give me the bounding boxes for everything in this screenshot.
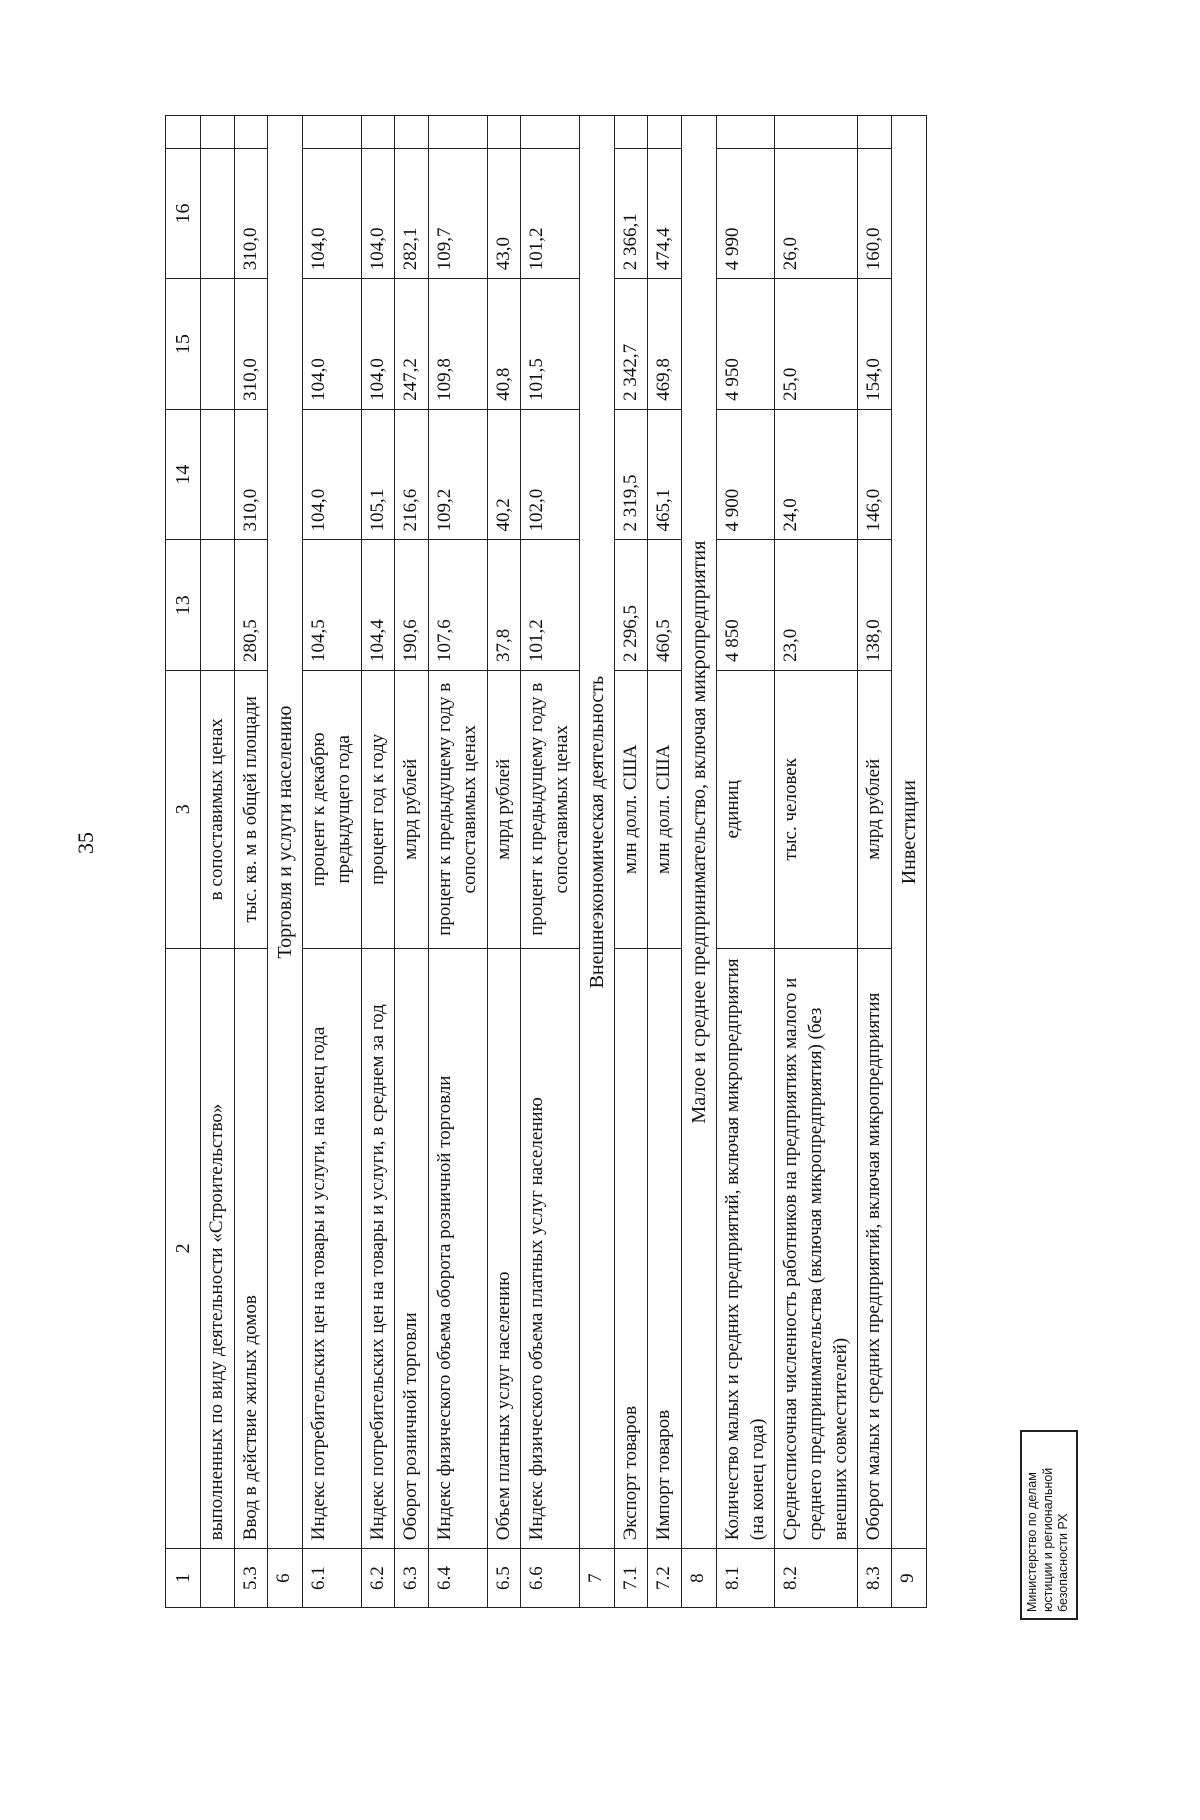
row-number: 7.1 (614, 1549, 648, 1608)
indicator-name: выполненных по виду деятельности «Строительство» (201, 948, 235, 1549)
blank-cell (234, 116, 268, 149)
section-title: Торговля и услуги населению (268, 116, 303, 1549)
header-cell: 16 (166, 148, 201, 279)
unit-cell: единиц (716, 671, 774, 949)
value-cell-16: 2 366,1 (614, 148, 648, 279)
section-row (268, 116, 303, 1608)
value-cell-14: 109,2 (429, 409, 487, 540)
table-row (234, 116, 268, 1608)
section-row (892, 116, 927, 1608)
value-cell-16: 104,0 (361, 148, 395, 279)
value-cell-14: 40,2 (487, 409, 521, 540)
section-title: Внешнеэкономическая деятельность (579, 116, 614, 1549)
value-cell-14: 310,0 (234, 409, 268, 540)
value-cell-16: 282,1 (395, 148, 429, 279)
indicator-name: Индекс физического объема оборота розничной торговли (429, 948, 487, 1549)
value-cell-14: 4 900 (716, 409, 774, 540)
stamp-line: безопасности РХ (1056, 1513, 1071, 1612)
row-number (201, 1549, 235, 1608)
value-cell-14: 104,0 (303, 409, 361, 540)
row-number: 8.3 (858, 1549, 892, 1608)
unit-cell: процент к предыдущему году в сопоставимых ценах (521, 671, 579, 949)
indicator-name: Индекс потребительских цен на товары и услуги, в среднем за год (361, 948, 395, 1549)
value-cell-14: 24,0 (775, 409, 858, 540)
section-title: Инвестиции (892, 116, 927, 1549)
row-number: 9 (892, 1549, 927, 1608)
header-cell: 2 (166, 948, 201, 1549)
unit-cell: процент год к году (361, 671, 395, 949)
table-row (201, 116, 235, 1608)
value-cell-16 (201, 148, 235, 279)
row-number: 8.1 (716, 1549, 774, 1608)
table-row (395, 116, 429, 1608)
value-cell-13: 104,4 (361, 540, 395, 671)
value-cell-13: 190,6 (395, 540, 429, 671)
header-cell: 15 (166, 279, 201, 410)
table-row (521, 116, 579, 1608)
row-number: 7 (579, 1549, 614, 1608)
blank-cell (858, 116, 892, 149)
value-cell-15: 104,0 (303, 279, 361, 410)
value-cell-13: 280,5 (234, 540, 268, 671)
indicators-table (165, 115, 927, 1608)
value-cell-16: 43,0 (487, 148, 521, 279)
unit-cell: млрд рублей (395, 671, 429, 949)
stamp-line: Министерство по делам (1025, 1472, 1039, 1612)
table-header-row (166, 116, 201, 1608)
blank-cell (648, 116, 682, 149)
value-cell-13: 2 296,5 (614, 540, 648, 671)
blank-cell (166, 116, 201, 149)
value-cell-13: 37,8 (487, 540, 521, 671)
unit-cell: в сопоставимых ценах (201, 671, 235, 949)
value-cell-15: 4 950 (716, 279, 774, 410)
row-number: 6.2 (361, 1549, 395, 1608)
header-cell: 3 (166, 671, 201, 949)
value-cell-14 (201, 409, 235, 540)
landscape-page (165, 115, 1070, 1608)
rotated-table-area (165, 115, 1070, 1608)
value-cell-15: 104,0 (361, 279, 395, 410)
value-cell-16: 104,0 (303, 148, 361, 279)
table-row (614, 116, 648, 1608)
blank-cell (361, 116, 395, 149)
indicator-name: Среднесписочная численность работников на предприятиях малого и среднего предпринимательства (включая микропредприятия) (без внешних совместителей) (775, 948, 858, 1549)
table-row (303, 116, 361, 1608)
row-number: 6.5 (487, 1549, 521, 1608)
row-number: 6.3 (395, 1549, 429, 1608)
table-row (429, 116, 487, 1608)
value-cell-15: 40,8 (487, 279, 521, 410)
table-row (775, 116, 858, 1608)
table-row (648, 116, 682, 1608)
blank-cell (303, 116, 361, 149)
value-cell-16: 474,4 (648, 148, 682, 279)
value-cell-14: 146,0 (858, 409, 892, 540)
header-cell: 13 (166, 540, 201, 671)
value-cell-13: 101,2 (521, 540, 579, 671)
header-cell: 14 (166, 409, 201, 540)
value-cell-14: 102,0 (521, 409, 579, 540)
unit-cell: млн долл. США (648, 671, 682, 949)
row-number: 7.2 (648, 1549, 682, 1608)
value-cell-15 (201, 279, 235, 410)
indicator-name: Оборот розничной торговли (395, 948, 429, 1549)
row-number: 6 (268, 1549, 303, 1608)
value-cell-13: 4 850 (716, 540, 774, 671)
unit-cell: тыс. человек (775, 671, 858, 949)
unit-cell: процент к декабрю предыдущего года (303, 671, 361, 949)
section-title: Малое и среднее предпринимательство, включая микропредприятия (681, 116, 716, 1549)
value-cell-15: 247,2 (395, 279, 429, 410)
table-row (361, 116, 395, 1608)
blank-cell (614, 116, 648, 149)
indicator-name: Импорт товаров (648, 948, 682, 1549)
value-cell-15: 310,0 (234, 279, 268, 410)
stamp-box (1020, 1430, 1078, 1620)
indicator-name: Количество малых и средних предприятий, включая микропредприятия (на конец года) (716, 948, 774, 1549)
blank-cell (775, 116, 858, 149)
blank-cell (429, 116, 487, 149)
blank-cell (716, 116, 774, 149)
value-cell-15: 101,5 (521, 279, 579, 410)
indicator-name: Индекс физического объема платных услуг населению (521, 948, 579, 1549)
indicator-name: Объем платных услуг населению (487, 948, 521, 1549)
row-number: 6.1 (303, 1549, 361, 1608)
blank-cell (487, 116, 521, 149)
value-cell-15: 109,8 (429, 279, 487, 410)
value-cell-14: 216,6 (395, 409, 429, 540)
registration-stamp (1020, 1467, 1080, 1820)
blank-cell (521, 116, 579, 149)
unit-cell: тыс. кв. м в общей площади (234, 671, 268, 949)
value-cell-14: 2 319,5 (614, 409, 648, 540)
value-cell-16: 101,2 (521, 148, 579, 279)
value-cell-15: 25,0 (775, 279, 858, 410)
value-cell-13: 104,5 (303, 540, 361, 671)
value-cell-15: 2 342,7 (614, 279, 648, 410)
value-cell-14: 465,1 (648, 409, 682, 540)
header-cell: 1 (166, 1549, 201, 1608)
table-row (487, 116, 521, 1608)
value-cell-16: 310,0 (234, 148, 268, 279)
page-number: 35 (73, 832, 98, 854)
value-cell-13: 460,5 (648, 540, 682, 671)
value-cell-15: 469,8 (648, 279, 682, 410)
blank-cell (395, 116, 429, 149)
row-number: 5.3 (234, 1549, 268, 1608)
value-cell-16: 4 990 (716, 148, 774, 279)
table-row (858, 116, 892, 1608)
value-cell-16: 160,0 (858, 148, 892, 279)
indicator-name: Экспорт товаров (614, 948, 648, 1549)
unit-cell: млн долл. США (614, 671, 648, 949)
value-cell-16: 26,0 (775, 148, 858, 279)
indicator-name: Индекс потребительских цен на товары и услуги, на конец года (303, 948, 361, 1549)
value-cell-13: 138,0 (858, 540, 892, 671)
value-cell-13 (201, 540, 235, 671)
row-number: 8 (681, 1549, 716, 1608)
value-cell-13: 23,0 (775, 540, 858, 671)
row-number: 8.2 (775, 1549, 858, 1608)
section-row (681, 116, 716, 1608)
unit-cell: млрд рублей (487, 671, 521, 949)
unit-cell: процент к предыдущему году в сопоставимых ценах (429, 671, 487, 949)
unit-cell: млрд рублей (858, 671, 892, 949)
blank-cell (201, 116, 235, 149)
table-row (716, 116, 774, 1608)
stamp-line: юстиции и региональной (1040, 1467, 1055, 1612)
value-cell-13: 107,6 (429, 540, 487, 671)
row-number: 6.6 (521, 1549, 579, 1608)
section-row (579, 116, 614, 1608)
value-cell-14: 105,1 (361, 409, 395, 540)
value-cell-16: 109,7 (429, 148, 487, 279)
row-number: 6.4 (429, 1549, 487, 1608)
value-cell-15: 154,0 (858, 279, 892, 410)
indicator-name: Ввод в действие жилых домов (234, 948, 268, 1549)
indicator-name: Оборот малых и средних предприятий, включая микропредприятия (858, 948, 892, 1549)
